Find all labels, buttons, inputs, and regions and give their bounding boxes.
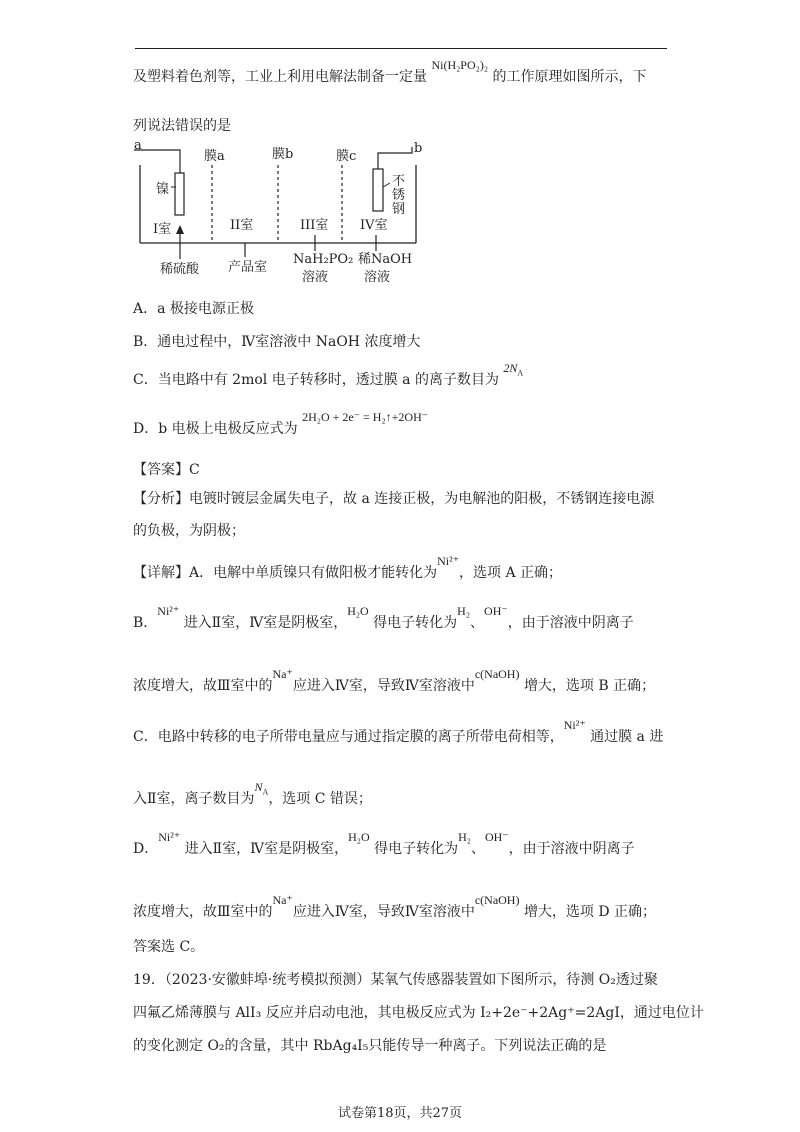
detail-text: 通过膜 a 进 bbox=[590, 729, 664, 745]
detail-d-line-2 bbox=[133, 893, 657, 921]
label-membrane-c: 膜c bbox=[336, 149, 357, 164]
label-solution: 溶液 bbox=[302, 270, 329, 285]
label-dilute-sulfuric-acid: 稀硫酸 bbox=[160, 262, 200, 277]
label-electrode-b: b bbox=[414, 141, 423, 156]
formula-cathode-reaction: 2H₂O + 2e⁻ = H₂↑+2OH⁻ bbox=[302, 410, 429, 424]
formula-h2o: H₂O bbox=[347, 604, 369, 618]
option-c bbox=[133, 361, 524, 394]
detail-text: ，选项 A 正确； bbox=[459, 565, 563, 581]
detail-text: 【详解】A．电解中单质镍只有做阳极才能转化为 bbox=[133, 565, 438, 581]
nickel-electrode bbox=[175, 173, 184, 215]
detail-d-line-1 bbox=[133, 830, 635, 858]
page-footer: 试卷第18页，共27页 bbox=[337, 1106, 463, 1121]
intro-line-2: 列说法错误的是 bbox=[133, 118, 231, 134]
detail-text: 浓度增大，故Ⅲ室中的 bbox=[133, 904, 273, 920]
label-product-room: 产品室 bbox=[228, 260, 268, 275]
intro-text: 及塑料着色剂等，工业上利用电解法制备一定量 bbox=[133, 69, 427, 85]
intro-line-1 bbox=[133, 58, 647, 86]
label-room-4: IV室 bbox=[360, 218, 388, 233]
label-nickel: 镍 bbox=[156, 182, 170, 197]
option-a: A．a 极接电源正极 bbox=[133, 301, 254, 317]
label-steel-3: 钢 bbox=[392, 202, 406, 217]
label-nah2po2: NaH₂PO₂ bbox=[293, 252, 354, 267]
label-steel-2: 锈 bbox=[392, 188, 406, 203]
label-room-1: I室 bbox=[153, 222, 172, 237]
label-room-2: II室 bbox=[230, 218, 254, 233]
detail-text: C．电路中转移的电子所带电量应与通过指定膜的离子所带电荷相等， bbox=[133, 729, 564, 745]
label-membrane-a: 膜a bbox=[204, 149, 225, 164]
formula-ni2plus: Ni²⁺ bbox=[563, 718, 586, 732]
label-dilute-naoh: 稀NaOH bbox=[358, 252, 413, 267]
detail-text: 浓度增大，故Ⅲ室中的 bbox=[133, 678, 273, 694]
detail-b-line-1 bbox=[133, 604, 634, 632]
detail-text: 、 bbox=[470, 615, 485, 631]
header-rule bbox=[135, 48, 667, 49]
answer-line: 【答案】C bbox=[133, 462, 200, 478]
formula-c-naoh: c(NaOH) bbox=[474, 893, 520, 907]
analysis-line-1: 【分析】电镀时镀层金属失电子，故 a 连接正极，为电解池的阳极，不锈钢连接电源 bbox=[133, 491, 655, 507]
detail-text: 得电子转化为 bbox=[373, 615, 458, 631]
detail-text: ，选项 C 错误； bbox=[268, 791, 372, 807]
formula-oh: OH⁻ bbox=[484, 604, 508, 618]
option-c-text: C．当电路中有 2mol 电子转移时，透过膜 a 的离子数目为 bbox=[133, 372, 499, 388]
detail-text: D． bbox=[133, 841, 159, 857]
formula-na-plus: Na⁺ bbox=[272, 893, 293, 907]
label-solution: 溶液 bbox=[364, 270, 391, 285]
detail-text: ，由于溶液中阴离子 bbox=[508, 841, 635, 857]
formula-na-plus: Na⁺ bbox=[272, 667, 293, 681]
detail-text: 得电子转化为 bbox=[374, 841, 459, 857]
label-membrane-b: 膜b bbox=[272, 147, 294, 162]
final-answer: 答案选 C。 bbox=[133, 939, 205, 955]
detail-a bbox=[133, 554, 563, 582]
electrolysis-diagram bbox=[120, 135, 440, 295]
detail-c-line-1 bbox=[133, 718, 664, 746]
option-d bbox=[133, 410, 429, 438]
formula-ni-h2po2: Ni(H₂PO₂)₂ bbox=[431, 58, 489, 72]
detail-text: 应进入Ⅳ室，导致Ⅳ室溶液中 bbox=[292, 678, 475, 694]
formula-h2: H₂ bbox=[458, 830, 471, 844]
detail-b-line-2 bbox=[133, 667, 656, 695]
wire-b bbox=[378, 147, 412, 169]
formula-c-naoh: c(NaOH) bbox=[474, 667, 520, 681]
intro-text: 的工作原理如图所示，下 bbox=[492, 69, 647, 85]
detail-text: 增大，选项 B 正确； bbox=[523, 678, 656, 694]
analysis-line-2: 的负极，为阴极； bbox=[133, 523, 245, 539]
detail-text: B． bbox=[133, 615, 158, 631]
label-electrode-a: a bbox=[134, 138, 142, 153]
formula-na: $N_A$ bbox=[254, 780, 269, 797]
detail-c-line-2 bbox=[133, 780, 372, 813]
formula-ni2plus: Ni²⁺ bbox=[157, 604, 180, 618]
formula-h2o: H₂O bbox=[348, 830, 370, 844]
arrow-head bbox=[176, 225, 184, 234]
option-d-text: D．b 电极上电极反应式为 bbox=[133, 421, 298, 437]
detail-text: ，由于溶液中阴离子 bbox=[507, 615, 634, 631]
label-room-3: III室 bbox=[300, 218, 329, 233]
detail-text: 、 bbox=[470, 841, 485, 857]
formula-2na: $2N_A$ bbox=[503, 361, 524, 378]
option-b: B．通电过程中，Ⅳ室溶液中 NaOH 浓度增大 bbox=[133, 334, 421, 350]
detail-text: 入Ⅱ室，离子数目为 bbox=[133, 791, 255, 807]
detail-text: 进入Ⅱ室，Ⅳ室是阴极室， bbox=[183, 615, 348, 631]
q19-line-1: 19．（2023·安徽蚌埠·统考模拟预测）某氧气传感器装置如下图所示，待测 O₂透过聚 bbox=[133, 972, 658, 988]
wire-a bbox=[134, 150, 180, 173]
formula-oh: OH⁻ bbox=[484, 830, 509, 844]
formula-ni2plus: Ni²⁺ bbox=[158, 830, 181, 844]
label-steel-1: 不 bbox=[392, 174, 406, 189]
q19-line-2: 四氟乙烯薄膜与 AlI₃ 反应并启动电池，其电极反应式为 I₂+2e⁻+2Ag⁺=2AgI，通过电位计 bbox=[133, 1005, 704, 1021]
formula-h2: H₂ bbox=[457, 604, 471, 618]
detail-text: 进入Ⅱ室，Ⅳ室是阴极室， bbox=[184, 841, 349, 857]
q19-line-3: 的变化测定 O₂的含量，其中 RbAg₄I₅只能传导一种离子。下列说法正确的是 bbox=[133, 1038, 607, 1054]
detail-text: 增大，选项 D 正确； bbox=[523, 904, 657, 920]
steel-electrode bbox=[373, 169, 383, 211]
steel-pointer bbox=[383, 183, 390, 187]
detail-text: 应进入Ⅳ室，导致Ⅳ室溶液中 bbox=[292, 904, 475, 920]
formula-ni2plus: Ni²⁺ bbox=[437, 554, 460, 568]
